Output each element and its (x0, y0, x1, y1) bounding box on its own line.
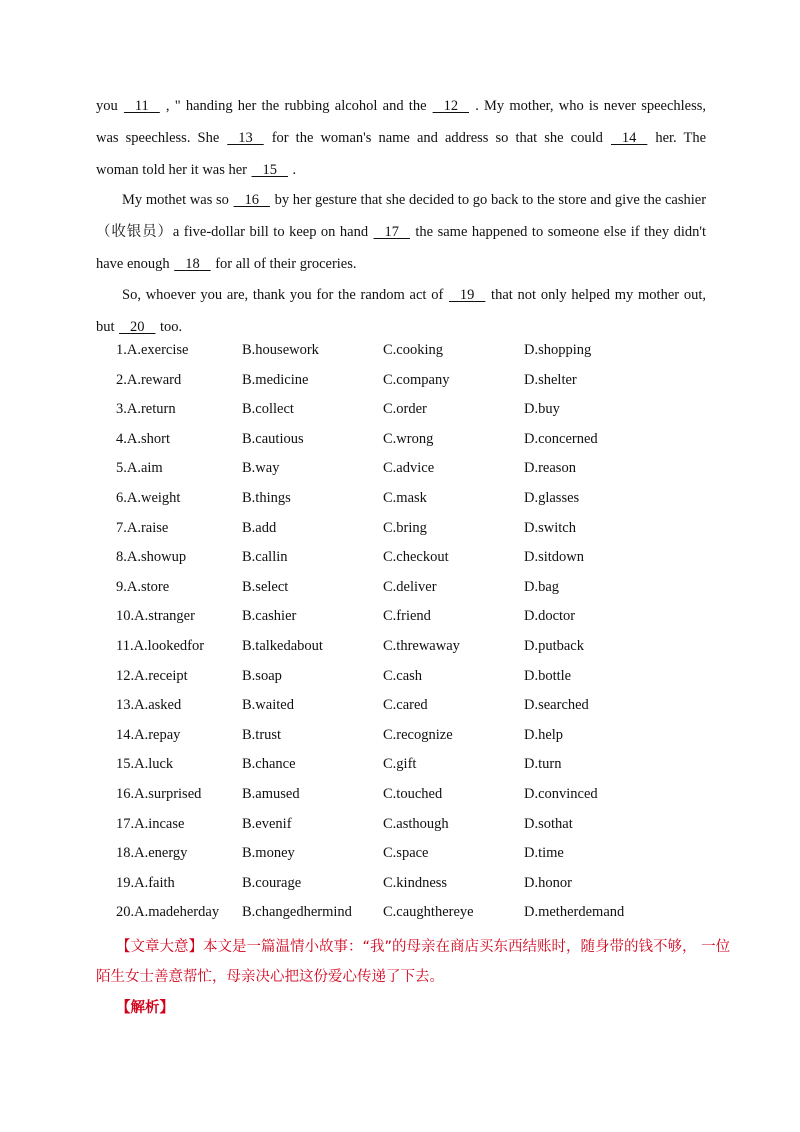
option-choice[interactable]: B.courage (242, 874, 302, 891)
option-choice[interactable]: B.money (242, 845, 295, 862)
option-choice[interactable]: 6.A.weight (116, 489, 181, 506)
option-choice[interactable]: 13.A.asked (116, 697, 182, 714)
option-choice[interactable]: C.advice (383, 460, 435, 477)
passage-line: you 11 , " handing her the rubbing alcohol and the 12 . My mother, who is never speechless, (96, 90, 706, 122)
option-choice[interactable]: D.sitdown (524, 549, 585, 566)
passage-line: （收银员）a five-dollar bill to keep on hand 17 the same happened to someone else if they didn't (96, 216, 706, 248)
option-choice[interactable]: 11.A.lookedfor (116, 637, 205, 654)
analysis-heading: 【解析】 (116, 1000, 174, 1016)
option-choice[interactable]: B.callin (242, 549, 288, 566)
option-choice[interactable]: 2.A.reward (116, 371, 182, 388)
option-choice[interactable]: B.cashier (242, 608, 297, 625)
option-choice[interactable]: C.touched (383, 785, 443, 802)
option-choice[interactable]: 9.A.store (116, 578, 170, 595)
option-choice[interactable]: C.order (383, 401, 427, 418)
option-choice[interactable]: 5.A.aim (116, 460, 163, 477)
passage-line: My mothet was so 16 by her gesture that she decided to go back to the store and give the cashier (96, 184, 706, 216)
option-choice[interactable]: B.housework (242, 342, 319, 358)
passage-line: So, whoever you are, thank you for the random act of 19 that not only helped my mother out, (96, 279, 706, 311)
option-choice[interactable]: D.bag (524, 578, 560, 595)
option-choice[interactable]: C.cooking (383, 342, 444, 358)
option-choice[interactable]: C.friend (383, 608, 431, 625)
option-choice[interactable]: 3.A.return (116, 401, 176, 418)
option-choice[interactable]: 10.A.stranger (116, 608, 195, 625)
option-choice[interactable]: C.threwaway (383, 637, 460, 654)
article-summary (96, 932, 731, 992)
passage-line: was speechless. She 13 for the woman's name and address so that she could 14 her. The (96, 122, 706, 154)
blank-19[interactable]: 19 (459, 287, 475, 303)
summary-line-2: 陌生女士善意帮忙，母亲决心把这份爱心传递了下去。 (96, 969, 444, 985)
blank-12[interactable]: 12 (443, 98, 459, 114)
option-choice[interactable]: D.bottle (524, 667, 572, 684)
option-choice[interactable]: D.metherdemand (524, 904, 625, 921)
passage-line: but 20 too. (96, 311, 706, 343)
option-choice[interactable]: 20.A.madeherday (116, 904, 220, 921)
option-choice[interactable]: C.caughthereye (383, 904, 474, 921)
blank-20[interactable]: 20 (130, 319, 145, 335)
option-choice[interactable]: C.mask (383, 489, 427, 506)
passage-paragraph-1 (96, 90, 706, 186)
option-choice[interactable]: C.gift (383, 756, 417, 773)
option-choice[interactable]: C.space (383, 845, 429, 862)
option-choice[interactable]: D.shopping (524, 342, 592, 358)
option-choice[interactable]: B.changedhermind (242, 904, 352, 921)
passage-paragraph-2 (96, 184, 706, 280)
blank-11[interactable]: 11 (134, 98, 149, 114)
option-choice[interactable]: D.reason (524, 460, 576, 477)
option-choice[interactable]: 12.A.receipt (116, 667, 188, 684)
option-choice[interactable]: C.cared (383, 697, 428, 714)
option-choice[interactable]: 16.A.surprised (116, 785, 202, 802)
option-choice[interactable]: D.doctor (524, 608, 576, 625)
blank-14[interactable]: 14 (621, 130, 637, 146)
option-choice[interactable]: B.collect (242, 401, 294, 418)
option-choice[interactable]: 1.A.exercise (116, 342, 189, 358)
option-choice[interactable]: 7.A.raise (116, 519, 169, 536)
option-choice[interactable]: C.checkout (383, 549, 449, 566)
blank-15[interactable]: 15 (262, 162, 278, 178)
option-choice[interactable]: B.cautious (242, 430, 304, 447)
option-choice[interactable]: 14.A.repay (116, 726, 181, 743)
option-choice[interactable]: B.things (242, 489, 291, 506)
option-choice[interactable]: D.putback (524, 637, 584, 654)
option-choice[interactable]: C.company (383, 371, 450, 388)
option-choice[interactable]: C.deliver (383, 578, 437, 595)
option-choice[interactable]: 8.A.showup (116, 549, 187, 566)
passage-line: woman told her it was her 15 . (96, 154, 706, 186)
blank-16[interactable]: 16 (244, 192, 260, 208)
option-choice[interactable]: 18.A.energy (116, 845, 188, 862)
option-choice[interactable]: D.time (524, 845, 564, 862)
option-choice[interactable]: B.waited (242, 697, 294, 714)
option-choice[interactable]: B.soap (242, 667, 282, 684)
option-choice[interactable]: D.convinced (524, 785, 598, 802)
option-choice[interactable]: D.buy (524, 401, 560, 418)
option-choice[interactable]: 19.A.faith (116, 874, 175, 891)
passage-paragraph-3 (96, 279, 706, 343)
option-choice[interactable]: D.searched (524, 697, 589, 714)
option-choice[interactable]: D.turn (524, 756, 562, 773)
blank-13[interactable]: 13 (238, 130, 253, 146)
option-choice[interactable]: C.bring (383, 519, 427, 536)
option-choice[interactable]: D.shelter (524, 371, 577, 388)
option-choice[interactable]: B.evenif (242, 815, 292, 832)
option-choice[interactable]: B.medicine (242, 371, 309, 388)
option-choice[interactable]: D.sothat (524, 815, 573, 832)
option-choice[interactable]: B.select (242, 578, 289, 595)
option-choice[interactable]: D.concerned (524, 430, 598, 447)
option-choice[interactable]: B.chance (242, 756, 296, 773)
option-choice[interactable]: B.trust (242, 726, 282, 743)
option-choice[interactable]: 15.A.luck (116, 756, 174, 773)
option-choice[interactable]: C.asthough (383, 815, 449, 832)
option-choice[interactable]: D.switch (524, 519, 576, 536)
option-choice[interactable]: B.way (242, 460, 280, 477)
option-choice[interactable]: C.kindness (383, 874, 448, 891)
summary-line-1: 【文章大意】本文是一篇温情小故事：“我”的母亲在商店买东西结账时，随身带的钱不够， 一位 (116, 939, 731, 955)
option-choice[interactable]: B.amused (242, 785, 300, 802)
option-choice[interactable]: C.wrong (383, 430, 434, 447)
option-choice[interactable]: D.honor (524, 874, 572, 891)
option-choice[interactable]: B.add (242, 519, 277, 536)
option-choice[interactable]: D.help (524, 726, 564, 743)
blank-18[interactable]: 18 (185, 256, 200, 272)
passage-line: have enough 18 for all of their groceries. (96, 248, 706, 280)
option-choice[interactable]: B.talkedabout (242, 637, 323, 654)
option-choice[interactable]: 17.A.incase (116, 815, 185, 832)
option-choice[interactable]: C.cash (383, 667, 423, 684)
option-choice[interactable]: C.recognize (383, 726, 453, 743)
blank-17[interactable]: 17 (384, 224, 399, 240)
option-choice[interactable]: 4.A.short (116, 430, 170, 447)
option-choice[interactable]: D.glasses (524, 489, 580, 506)
